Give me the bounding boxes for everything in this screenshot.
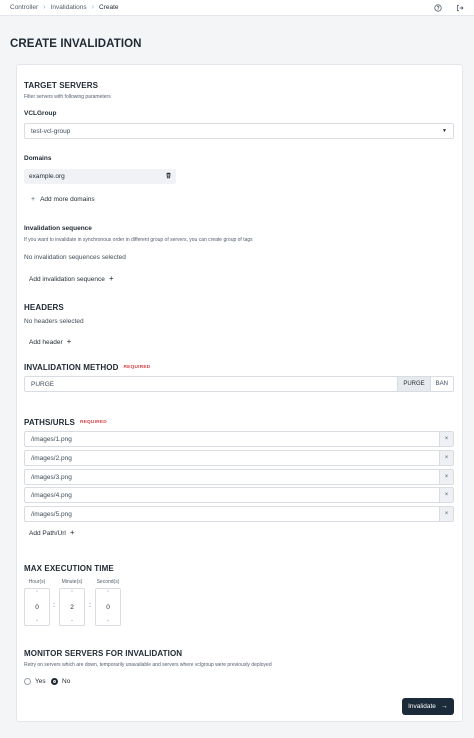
path-value: /images/3.png bbox=[31, 473, 72, 481]
monitor-servers-hint: Retry on servers which are down, temporarily unavailable and servers where vclgroup were previously deployed bbox=[24, 662, 272, 668]
close-icon[interactable]: × bbox=[439, 451, 453, 465]
chevron-up-icon[interactable]: ⌃ bbox=[34, 590, 40, 596]
headers-empty: No headers selected bbox=[24, 318, 84, 325]
add-header-label: Add header bbox=[29, 338, 63, 346]
invalidation-form bbox=[16, 64, 463, 722]
arrow-right-icon: → bbox=[440, 703, 448, 710]
invalidate-button[interactable] bbox=[402, 698, 454, 715]
hours-label: Hour(s) bbox=[28, 579, 46, 585]
invalidation-method-value: PURGE bbox=[31, 380, 55, 388]
required-badge: REQUIRED bbox=[123, 365, 151, 371]
monitor-yes-option[interactable] bbox=[24, 678, 46, 685]
max-execution-time-title: MAX EXECUTION TIME bbox=[24, 564, 114, 573]
monitor-no-option[interactable] bbox=[51, 678, 70, 685]
monitor-servers-title: MONITOR SERVERS FOR INVALIDATION bbox=[24, 649, 183, 658]
chevron-up-icon[interactable]: ⌃ bbox=[69, 590, 75, 596]
add-invalidation-sequence-button[interactable] bbox=[29, 275, 114, 283]
monitor-no-label: No bbox=[62, 678, 71, 685]
close-icon[interactable]: × bbox=[439, 432, 453, 446]
plus-icon: + bbox=[66, 337, 72, 346]
monitor-yes-label: Yes bbox=[35, 678, 46, 685]
invalidate-label: Invalidate bbox=[408, 703, 436, 710]
minutes-label: Minute(s) bbox=[61, 579, 83, 585]
invalidation-method-field bbox=[24, 376, 454, 392]
page-title: CREATE INVALIDATION bbox=[10, 38, 142, 50]
seconds-label: Second(s) bbox=[96, 579, 120, 585]
minutes-value: 2 bbox=[70, 603, 74, 611]
chevron-down-icon[interactable]: ⌄ bbox=[69, 617, 75, 623]
headers-title: HEADERS bbox=[24, 303, 64, 312]
path-value: /images/4.png bbox=[31, 491, 72, 499]
radio-button-no[interactable] bbox=[51, 678, 58, 685]
invalidation-sequence-hint: If you want to invalidate in synchronous order in different group of servers, you can create group of tags bbox=[24, 237, 253, 243]
invalidation-method-title bbox=[24, 363, 150, 372]
chevron-down-icon[interactable]: ⌄ bbox=[105, 617, 111, 623]
time-separator: : bbox=[89, 602, 91, 609]
path-value: /images/2.png bbox=[31, 454, 72, 462]
path-input[interactable] bbox=[24, 469, 454, 485]
path-input[interactable] bbox=[24, 450, 454, 466]
target-servers-hint: Filter servers with following parameters bbox=[24, 94, 111, 100]
chevron-up-icon[interactable]: ⌃ bbox=[105, 590, 111, 596]
breadcrumb-invalidations[interactable]: Invalidations bbox=[50, 4, 87, 11]
time-separator: : bbox=[53, 602, 55, 609]
invalidation-method-title-text: INVALIDATION METHOD bbox=[24, 363, 119, 372]
breadcrumb-separator: › bbox=[43, 4, 46, 11]
radio-button-yes[interactable] bbox=[24, 678, 31, 685]
path-value: /images/1.png bbox=[31, 435, 72, 443]
path-input[interactable] bbox=[24, 506, 454, 522]
invalidation-sequence-label: Invalidation sequence bbox=[24, 225, 92, 232]
domains-label: Domains bbox=[24, 155, 52, 162]
method-option-ban[interactable]: BAN bbox=[430, 377, 453, 391]
vclgroup-value: test-vcl-group bbox=[31, 127, 71, 135]
add-invalidation-sequence-label: Add invalidation sequence bbox=[29, 275, 105, 283]
paths-title-text: PATHS/URLS bbox=[24, 418, 75, 427]
add-path-label: Add Path/Url bbox=[29, 529, 66, 537]
domain-value: example.org bbox=[29, 173, 65, 180]
close-icon[interactable]: × bbox=[439, 470, 453, 484]
path-input[interactable] bbox=[24, 431, 454, 447]
add-domains-button[interactable] bbox=[31, 196, 95, 203]
caret-down-icon: ▼ bbox=[442, 128, 447, 134]
top-bar bbox=[0, 0, 474, 16]
plus-icon: + bbox=[69, 528, 75, 537]
required-badge: REQUIRED bbox=[79, 420, 107, 426]
plus-icon: + bbox=[31, 196, 36, 203]
close-icon[interactable]: × bbox=[439, 488, 453, 502]
chevron-down-icon[interactable]: ⌄ bbox=[34, 617, 40, 623]
seconds-stepper[interactable] bbox=[95, 588, 121, 626]
help-circle-icon[interactable] bbox=[434, 4, 442, 12]
add-header-button[interactable] bbox=[29, 338, 71, 346]
minutes-stepper[interactable] bbox=[59, 588, 85, 626]
path-value: /images/5.png bbox=[31, 510, 72, 518]
close-icon[interactable]: × bbox=[439, 507, 453, 521]
add-domains-label: Add more domains bbox=[40, 196, 95, 203]
vclgroup-select[interactable] bbox=[24, 123, 454, 139]
invalidation-sequence-empty: No invalidation sequences selected bbox=[24, 254, 126, 261]
breadcrumb-create: Create bbox=[99, 4, 119, 11]
breadcrumb-controller[interactable]: Controller bbox=[10, 4, 39, 11]
hours-value: 0 bbox=[35, 603, 39, 611]
plus-icon: + bbox=[108, 274, 114, 283]
target-servers-title: TARGET SERVERS bbox=[24, 81, 99, 90]
breadcrumb-separator: › bbox=[91, 4, 95, 11]
add-path-button[interactable] bbox=[29, 529, 75, 537]
vclgroup-label: VCLGroup bbox=[24, 110, 57, 117]
domain-chip bbox=[24, 169, 176, 184]
path-input[interactable] bbox=[24, 487, 454, 503]
trash-icon[interactable] bbox=[165, 172, 172, 181]
logout-icon[interactable] bbox=[456, 4, 464, 12]
paths-title bbox=[24, 418, 107, 427]
hours-stepper[interactable] bbox=[24, 588, 50, 626]
method-option-purge[interactable]: PURGE bbox=[397, 377, 429, 391]
seconds-value: 0 bbox=[106, 603, 110, 611]
